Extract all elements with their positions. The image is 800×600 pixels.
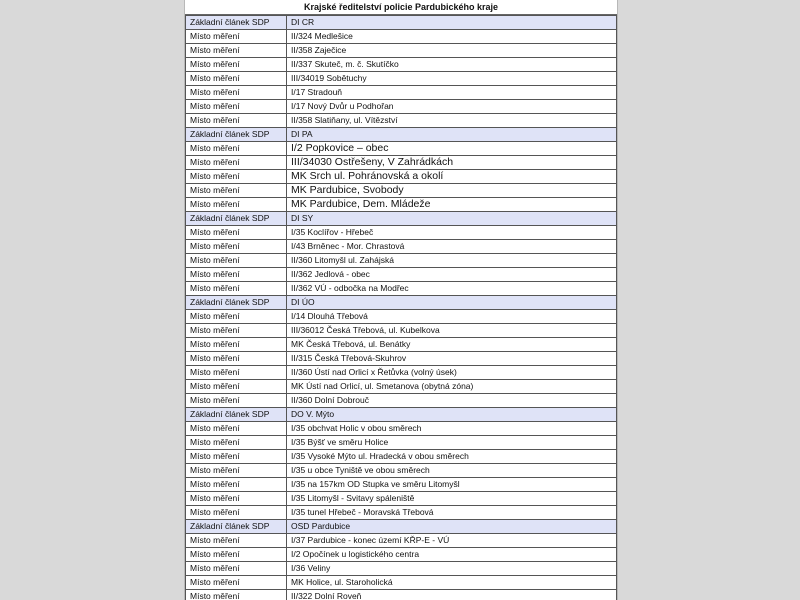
table-row xyxy=(186,338,617,352)
table-row xyxy=(186,198,617,212)
location-cell: I/35 Vysoké Mýto ul. Hradecká v obou směrech xyxy=(287,450,617,464)
location-cell: I/37 Pardubice - konec území KŘP-E - VÚ xyxy=(287,534,617,548)
location-cell: MK Česká Třebová, ul. Benátky xyxy=(287,338,617,352)
row-label-cell: Místo měření xyxy=(186,58,287,72)
location-cell: I/2 Popkovice – obec xyxy=(287,142,617,156)
location-cell: I/43 Brněnec - Mor. Chrastová xyxy=(287,240,617,254)
row-label-cell: Místo měření xyxy=(186,142,287,156)
table-row xyxy=(186,478,617,492)
table-body xyxy=(186,16,617,600)
location-cell: I/35 na 157km OD Stupka ve směru Litomyšl xyxy=(287,478,617,492)
section-label-cell: Základní článek SDP xyxy=(186,296,287,310)
table-row xyxy=(186,464,617,478)
table-row xyxy=(186,324,617,338)
row-label-cell: Místo měření xyxy=(186,100,287,114)
row-label-cell: Místo měření xyxy=(186,254,287,268)
location-cell: I/35 Litomyšl - Svitavy spáleniště xyxy=(287,492,617,506)
location-cell: II/322 Dolní Roveň xyxy=(287,590,617,600)
table-row xyxy=(186,310,617,324)
table-row xyxy=(186,422,617,436)
table-row xyxy=(186,534,617,548)
row-label-cell: Místo měření xyxy=(186,114,287,128)
table-row xyxy=(186,492,617,506)
section-header-row xyxy=(186,128,617,142)
location-cell: III/34019 Sobětuchy xyxy=(287,72,617,86)
location-cell: II/358 Zaječice xyxy=(287,44,617,58)
document-page xyxy=(184,0,618,600)
row-label-cell: Místo měření xyxy=(186,506,287,520)
table-row xyxy=(186,44,617,58)
row-label-cell: Místo měření xyxy=(186,324,287,338)
location-cell: III/36012 Česká Třebová, ul. Kubelkova xyxy=(287,324,617,338)
location-cell: I/36 Veliny xyxy=(287,562,617,576)
row-label-cell: Místo měření xyxy=(186,30,287,44)
section-value-cell: DI ÚO xyxy=(287,296,617,310)
location-cell: MK Holice, ul. Staroholická xyxy=(287,576,617,590)
location-cell: II/315 Česká Třebová-Skuhrov xyxy=(287,352,617,366)
section-label-cell: Základní článek SDP xyxy=(186,212,287,226)
row-label-cell: Místo měření xyxy=(186,464,287,478)
row-label-cell: Místo měření xyxy=(186,44,287,58)
row-label-cell: Místo měření xyxy=(186,366,287,380)
location-cell: I/35 u obce Tyniště ve obou směrech xyxy=(287,464,617,478)
table-row xyxy=(186,100,617,114)
section-value-cell: DI CR xyxy=(287,16,617,30)
location-cell: I/35 Býšť ve směru Holice xyxy=(287,436,617,450)
page-title: Krajské ředitelství policie Pardubického kraje xyxy=(185,0,617,15)
row-label-cell: Místo měření xyxy=(186,72,287,86)
location-cell: I/14 Dlouhá Třebová xyxy=(287,310,617,324)
location-cell: II/360 Dolní Dobrouč xyxy=(287,394,617,408)
location-cell: MK Srch ul. Pohránovská a okolí xyxy=(287,170,617,184)
table-row xyxy=(186,142,617,156)
table-row xyxy=(186,156,617,170)
table-row xyxy=(186,254,617,268)
row-label-cell: Místo měření xyxy=(186,548,287,562)
table-row xyxy=(186,380,617,394)
row-label-cell: Místo měření xyxy=(186,380,287,394)
row-label-cell: Místo měření xyxy=(186,394,287,408)
section-value-cell: DO V. Mýto xyxy=(287,408,617,422)
table-row xyxy=(186,352,617,366)
table-row xyxy=(186,184,617,198)
row-label-cell: Místo měření xyxy=(186,534,287,548)
row-label-cell: Místo měření xyxy=(186,422,287,436)
row-label-cell: Místo měření xyxy=(186,562,287,576)
section-label-cell: Základní článek SDP xyxy=(186,128,287,142)
table-row xyxy=(186,170,617,184)
section-label-cell: Základní článek SDP xyxy=(186,520,287,534)
row-label-cell: Místo měření xyxy=(186,492,287,506)
row-label-cell: Místo měření xyxy=(186,338,287,352)
table-row xyxy=(186,58,617,72)
table-row xyxy=(186,282,617,296)
row-label-cell: Místo měření xyxy=(186,590,287,600)
section-header-row xyxy=(186,212,617,226)
row-label-cell: Místo měření xyxy=(186,226,287,240)
location-cell: II/362 Jedlová - obec xyxy=(287,268,617,282)
section-header-row xyxy=(186,16,617,30)
section-header-row xyxy=(186,408,617,422)
table-row xyxy=(186,72,617,86)
table-row xyxy=(186,506,617,520)
section-value-cell: DI SY xyxy=(287,212,617,226)
location-cell: II/358 Slatiňany, ul. Vítězství xyxy=(287,114,617,128)
location-cell: MK Pardubice, Svobody xyxy=(287,184,617,198)
table-row xyxy=(186,394,617,408)
location-cell: III/34030 Ostřešeny, V Zahrádkách xyxy=(287,156,617,170)
location-cell: MK Pardubice, Dem. Mládeže xyxy=(287,198,617,212)
table-row xyxy=(186,366,617,380)
location-cell: I/17 Stradouň xyxy=(287,86,617,100)
table-row xyxy=(186,30,617,44)
location-cell: II/362 VÚ - odbočka na Modřec xyxy=(287,282,617,296)
row-label-cell: Místo měření xyxy=(186,240,287,254)
location-cell: I/35 Koclířov - Hřebeč xyxy=(287,226,617,240)
table-row xyxy=(186,590,617,600)
table-row xyxy=(186,576,617,590)
location-cell: I/35 obchvat Holic v obou směrech xyxy=(287,422,617,436)
table-row xyxy=(186,450,617,464)
section-header-row xyxy=(186,520,617,534)
row-label-cell: Místo měření xyxy=(186,268,287,282)
row-label-cell: Místo měření xyxy=(186,576,287,590)
section-value-cell: DI PA xyxy=(287,128,617,142)
row-label-cell: Místo měření xyxy=(186,170,287,184)
location-cell: II/324 Medlešice xyxy=(287,30,617,44)
location-cell: II/337 Skuteč, m. č. Skutíčko xyxy=(287,58,617,72)
table-row xyxy=(186,562,617,576)
row-label-cell: Místo měření xyxy=(186,450,287,464)
row-label-cell: Místo měření xyxy=(186,184,287,198)
location-cell: II/360 Litomyšl ul. Zahájská xyxy=(287,254,617,268)
location-cell: I/35 tunel Hřebeč - Moravská Třebová xyxy=(287,506,617,520)
row-label-cell: Místo měření xyxy=(186,310,287,324)
table-row xyxy=(186,86,617,100)
row-label-cell: Místo měření xyxy=(186,86,287,100)
section-label-cell: Základní článek SDP xyxy=(186,16,287,30)
row-label-cell: Místo měření xyxy=(186,478,287,492)
location-cell: II/360 Ústí nad Orlicí x Řetůvka (volný úsek) xyxy=(287,366,617,380)
table-row xyxy=(186,240,617,254)
table-row xyxy=(186,226,617,240)
table-row xyxy=(186,114,617,128)
section-value-cell: OSD Pardubice xyxy=(287,520,617,534)
row-label-cell: Místo měření xyxy=(186,436,287,450)
table-row xyxy=(186,548,617,562)
table-row xyxy=(186,268,617,282)
section-label-cell: Základní článek SDP xyxy=(186,408,287,422)
table-row xyxy=(186,436,617,450)
location-cell: I/17 Nový Dvůr u Podhořan xyxy=(287,100,617,114)
row-label-cell: Místo měření xyxy=(186,198,287,212)
measurement-table xyxy=(185,15,617,600)
section-header-row xyxy=(186,296,617,310)
row-label-cell: Místo měření xyxy=(186,156,287,170)
row-label-cell: Místo měření xyxy=(186,352,287,366)
location-cell: I/2 Opočínek u logistického centra xyxy=(287,548,617,562)
row-label-cell: Místo měření xyxy=(186,282,287,296)
location-cell: MK Ústí nad Orlicí, ul. Smetanova (obytná zóna) xyxy=(287,380,617,394)
